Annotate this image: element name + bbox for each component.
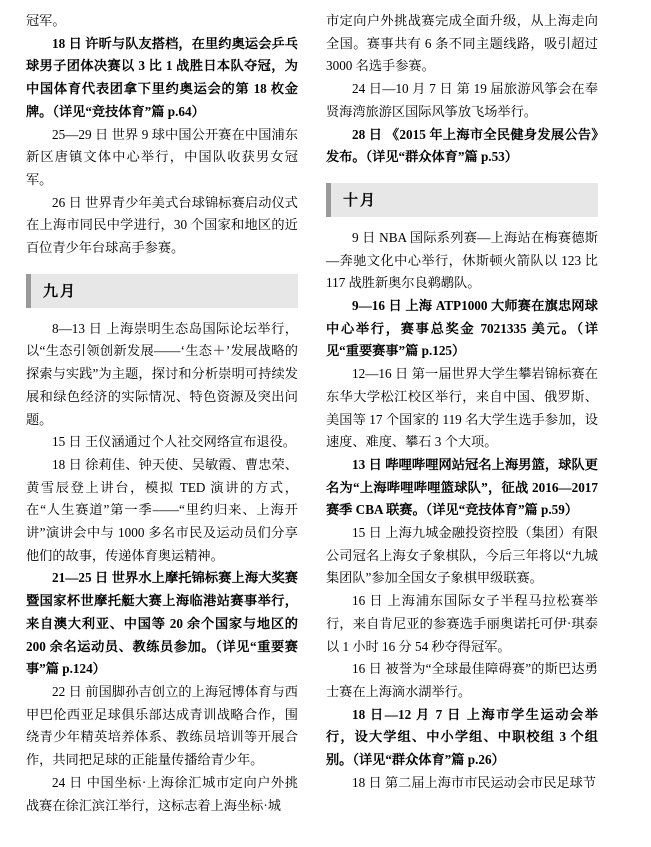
document-paragraph: 8—13 日 上海崇明生态岛国际论坛举行，以“生态引领创新发展——‘生态＋’发展战略的探索与实践”为主题，探讨和分析崇明可持续发展和绿色经济的实际情况、特色资源及突出问题。: [26, 320, 298, 427]
document-paragraph: 24 日 中国坐标·上海徐汇城市定向户外挑战赛在徐汇滨江举行，这标志着上海坐标·城: [26, 774, 298, 813]
section-banner-title: 十月: [343, 193, 378, 210]
left-column: [26, 10, 298, 837]
document-paragraph: 18 日 徐莉佳、钟天使、吴敏霞、曹忠荣、黄雪辰登上讲台，模拟 TED 演讲的方式，在“人生赛道”第一季——“里约归来、上海开讲”演讲会中与 1000 多名市民及运动员们分享他们的故事，传递体育奥运精神。: [26, 456, 298, 563]
document-paragraph: 16 日 被誉为“全球最佳障碍赛”的斯巴达勇士赛在上海滴水湖举行。: [326, 661, 598, 699]
document-paragraph: 24 日—10 月 7 日 第 19 届旅游风筝会在奉贤海湾旅游区国际风筝放飞场举行。: [326, 81, 598, 119]
document-paragraph: 28 日 《2015 年上海市全民健身发展公告》发布。（详见“群众体育”篇 p.53）: [326, 126, 598, 165]
document-paragraph: 15 日 上海九城金融投资控股（集团）有限公司冠名上海女子象棋队，今后三年将以“九城集团队”参加全国女子象棋甲级联赛。: [326, 525, 598, 586]
document-paragraph: 22 日 前国脚孙吉创立的上海冠博体育与西甲巴伦西亚足球俱乐部达成青训战略合作，围绕青少年精英培养体系、教练员培训等开展合作，共同把足球的正能量传播给青少年。: [26, 683, 298, 768]
document-paragraph: 12—16 日 第一届世界大学生攀岩锦标赛在东华大学松江校区举行，来自中国、俄罗斯、美国等 17 个国家的 119 名大学生选手参加，设速度、难度、攀石 3 个大项。: [326, 366, 598, 450]
document-paragraph: 15 日 王仪涵通过个人社交网络宣布退役。: [52, 434, 296, 450]
right-column: [326, 10, 598, 837]
section-banner-accent-bar: [326, 183, 331, 217]
document-paragraph: 26 日 世界青少年美式台球锦标赛启动仪式在上海市同民中学进行，30 个国家和地区的近百位青少年台球高手参赛。: [26, 194, 298, 256]
document-paragraph: 18 日 第二届上海市市民运动会市民足球节: [352, 774, 596, 790]
section-banner-accent-bar: [26, 274, 31, 308]
document-paragraph: 13 日 哔哩哔哩网站冠名上海男篮，球队更名为“上海哔哩哔哩篮球队”，征战 2016—2017 赛季 CBA 联赛。（详见“竞技体育”篇 p.59）: [326, 456, 598, 518]
document-paragraph: 25—29 日 世界 9 球中国公开赛在中国浦东新区唐镇文体中心举行，中国队收获男女冠军。: [26, 126, 298, 187]
document-paragraph: 9—16 日 上海 ATP1000 大师赛在旗忠网球中心举行，赛事总奖金 7021335 美元。（详见“重要赛事”篇 p.125）: [326, 298, 598, 359]
section-banner-title: 九月: [43, 284, 78, 301]
document-paragraph: 18 日—12 月 7 日 上海市学生运动会举行，设大学组、中小学组、中职校组 3 个组别。（详见“群众体育”篇 p.26）: [326, 706, 598, 768]
document-paragraph: 市定向户外挑战赛完成全面升级，从上海走向全国。赛事共有 6 条不同主题线路，吸引超过 3000 名选手参赛。: [326, 13, 598, 74]
document-paragraph: 冠军。: [26, 13, 66, 28]
section-banner: [26, 274, 298, 308]
document-paragraph: 21—25 日 世界水上摩托锦标赛上海大奖赛暨国家杯世摩托艇大赛上海临港站赛事举行，来自澳大利亚、中国等 20 余个国家与地区的 200 余名运动员、教练员参加。（详见“重要赛事”篇 p.124）: [26, 570, 298, 677]
document-paragraph: 16 日 上海浦东国际女子半程马拉松赛举行，来自肯尼亚的参赛选手丽奥诺托可伊·琪泰以 1 小时 16 分 54 秒夺得冠军。: [326, 593, 598, 654]
document-paragraph: 9 日 NBA 国际系列赛—上海站在梅赛德斯—奔驰文化中心举行，休斯顿火箭队以 123 比 117 战胜新奥尔良鹈鹕队。: [326, 229, 598, 291]
document-paragraph: 18 日 许昕与队友搭档，在里约奥运会乒乓球男子团体决赛以 3 比 1 战胜日本队夺冠，为中国体育代表团拿下里约奥运会的第 18 枚金牌。（详见“竞技体育”篇 p.64）: [26, 35, 298, 119]
section-banner: [326, 183, 598, 217]
